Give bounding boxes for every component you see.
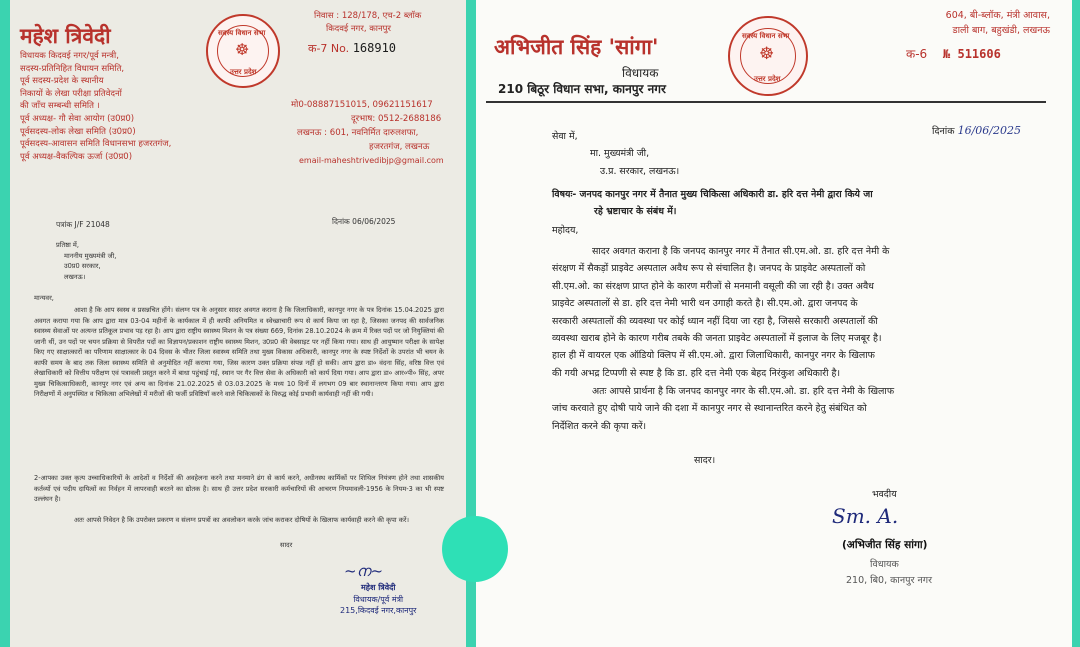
left-phone: दूरभाष: 0512-2688186 [351,114,442,124]
left-sender-name: महेश त्रिवेदी [20,24,111,48]
body-line: संरक्षण में सैकड़ों प्राइवेट अस्पताल अवैध रूप से संचालित है। जनपद के प्राइवेट अस्पतालों को [552,263,866,275]
residence-line: किदवई नगर, कानपुर [326,23,391,34]
right-serial [906,45,1001,62]
teal-dot-marker [442,516,508,582]
addressee-line: सेवा में, [552,131,578,142]
left-mobile: मो0-08887151015, 09621151617 [291,100,433,110]
right-signature-title: विधायक [870,559,899,570]
designation-line: पूर्वसदस्य-आवासन समिति विधानसभा हजरतगंज, [20,139,172,150]
body-line: जांच करवाते हुए दोषी पाये जाने की दशा में कानपुर नगर से स्थानान्तरित करने हेतु संबंधित को [552,403,867,415]
left-serial-number: 168910 [352,41,397,55]
left-body-paragraph-2: 2-आपका उक्त कृत्य उच्चाधिकारियों के आदेशों व निर्देशों की अवहेलना करने तथा मनमाने ढंग से कार्य करने, अधीनस्थ कार्मिकों पर शिथिल नियंत्रण होने तथा शासकीय कर्तव्यों एवं पदीय दायित्वों का निर्वहन में लापरवाही बरतने का द्योतक है। साथ ही उत्तर प्रदेश सरकारी कर्मचारियों की आचरण नियमावली-1956 के नियम-3 का भी स्पष्ट उल्लंघन है। [34,474,444,503]
left-seal-bottom-text: उत्तर प्रदेश [230,68,257,76]
left-signature-mark-icon: ~ന~ [344,562,384,580]
right-seal-text: सदस्य विधान सभा [742,32,790,40]
addressee-line: उ.प्र. सरकार, लखनऊ। [600,165,680,177]
left-residence [314,10,421,35]
left-letter [10,0,466,647]
right-letter [476,0,1072,647]
frame-strip-right [1072,0,1080,647]
left-seal [206,14,280,88]
body-line: अतः आपसे प्रार्थना है कि जनपद कानपुर नगर के सी.एम.ओ. डा. हरि दत्त नेमी के खिलाफ [592,386,895,397]
right-body-paragraph-2 [552,383,894,435]
left-signature-name: महेश त्रिवेदी [360,583,396,592]
right-regards: भवदीय [872,489,897,500]
body-line: निर्देशित करने की कृपा करें। [552,420,647,432]
body-line: सादर अवगत कराना है कि जनपद कानपुर नगर में तैनात सी.एम.ओ. डा. हरि दत्त नेमी के [592,246,890,257]
right-serial-label: क-6 [906,47,928,61]
left-body-paragraph-3: अतः आपसे निवेदन है कि उपरोक्त प्रकरण व संलग्न प्रपत्रों का अवलोकन करके जांच कराकर दोषियों के खिलाफ कार्यवाही करने की कृपा करें। [74,516,409,524]
right-closing: सादर। [694,455,716,466]
left-contact [291,98,444,168]
designation-line: की जाँच सम्बन्धी समिति । [20,101,100,112]
lion-capital-emblem-icon: ☸ [759,44,775,64]
right-sender-title: विधायक [622,66,659,80]
residence-line: निवास : 128/178, एच-2 ब्लॉक [314,11,422,21]
body-line: की गयी अभद्र टिप्पणी से स्पष्ट है कि डा. हरि दत्त नेमी एक बेहद निरंकुश अधिकारी है। [552,367,841,379]
designation-line: पूर्वसदस्य-लोक लेखा समिति (उ0प्र0) [20,126,136,137]
left-body-paragraph-1: आशा है कि आप स्वस्थ व प्रसन्नचित होंगे। संलग्न पत्र के अनुसार सादर अवगत कराना है कि जिलाधिकारी, कानपुर नगर के पत्र दिनांक 15.04.2025 द्वारा अवगत कराया गया कि आप द्वारा मात्र 03-04 महीनों के कार्यकाल में ही काफी अनियमित व स्वेच्छाचारी रूप से कार्य किया जा रहा है, जिसका जनपद की सार्वजनिक स्वास्थ्य सेवाओं पर अत्यन्त प्रतिकूल प्रभाव पड़ रहा है। आप द्वारा राष्ट्रीय स्वास्थ्य मिशन के पत्र संख्या 669, दिनांक 28.10.2024 के क्रम में रिक्त पदों पर जो नियुक्तियां की जानी थीं, उन पदों पर चयन प्रक्रिया से विपरीत पदों का विज्ञापन/प्रकाशन राष्ट्रीय स्वास्थ्य मिशन, उ0प्र0 की वेबसाइट पर नहीं किया गया। साथ ही आयुष्मान परीक्षा के सापेक्ष किए गए साक्षात्कारों का परिणाम साक्षात्कार के 04 दिवस के भीतर जिला स्वास्थ्य समिति तथा मुख्य विकास अधिकारी, कानपुर नगर के स्पष्ट निर्देशों के उपरांत भी चयन के काफी समय के बाद तक जिला स्वास्थ्य समिति से अनुमोदित नहीं कराया गया, जिस कारण उक्त प्रक्रिया संपन्न नहीं हो सकी। आप द्वारा डा० वंदना सिंह, वरिष्ठ वित्त एवं लेखाधिकारी को वित्तीय परीक्षण एवं पत्रावली प्रस्तुत करने में बाधा पहुंचाई गई, स्थान पर गैर वित्त सेवा के अधिकारी को कार्य दिया गया। आप द्वारा डा० आर०पी० सिंह, अपर मुख्य चिकित्साधिकारी, कानपुर नगर एवं अन्य का दिनांक 21.02.2025 से 03.03.2025 के मध्य 10 दिनों में लगभग 09 बार स्थानान्तरण किया गया। आप द्वारा निरीक्षणों में अनुपस्थित व चिकित्सा अभिलेखों में मरीजों की फर्जी प्रविष्टियाँ करने वाले चिकित्सकों के विरुद्ध कोई प्रभावी कार्यवाही नहीं की गयी। [34,306,444,398]
left-serial-label: क-7 No. [308,42,350,55]
right-date-value: 16/06/2025 [957,124,1021,137]
right-date-label: दिनांक [932,126,955,137]
lion-capital-emblem-icon: ☸ [235,40,250,59]
right-header-divider [486,101,1046,103]
body-line: प्राइवेट अस्पतालों से डा. हरि दत्त नेमी भारी धन उगाही करते है। सी.एम.ओ. द्वारा जनपद के [552,298,858,310]
designation-line: विधायक किदवई नगर/पूर्व मन्त्री, [20,51,119,61]
left-salutation: मान्यवर, [34,294,54,302]
addressee-line: मा. मुख्यमंत्री जी, [590,148,650,160]
right-seal [728,16,808,96]
left-lucknow-address: हजरतगंज, लखनऊ [369,142,430,152]
right-signature-scrawl: Sm. A. [832,504,899,528]
right-subject-line-2: रहे भ्रष्टाचार के संबंध में। [594,206,677,217]
left-closing: सादर [280,541,293,549]
designation-line: सदस्य-प्रतिनिहित विधायन समिति, [20,63,125,74]
addressee-line: उ0प्र0 सरकार, [64,262,101,270]
left-addressee [56,240,116,282]
left-signature-stamp [340,582,416,617]
right-constituency: 210 बिठूर विधान सभा, कानपुर नगर [498,82,666,96]
designation-line: पूर्व अध्यक्ष- गौ सेवा आयोग (उ0प्र0) [20,113,135,124]
designation-line: पूर्व सदस्य-प्रदेश के स्थानीय [20,76,104,87]
right-address-line: डाली बाग, बहुखंडी, लखनऊ [952,25,1050,36]
left-signature-address: 215,किदवई नगर,कानपुर [340,606,417,615]
right-address [902,8,1050,38]
right-salutation: महोदय, [552,225,579,236]
left-serial [308,41,396,56]
right-signature-name: (अभिजीत सिंह सांगा) [842,539,928,551]
right-sender-name: अभिजीत सिंह 'सांगा' [494,35,659,59]
body-line: व्यवस्था खराब होने के कारण गरीब तबके की जनता प्राइवेट अस्पतालों में इलाज के लिए मजबूर है। [552,333,882,345]
left-date: दिनांक 06/06/2025 [332,217,396,226]
left-designations [20,50,171,163]
left-signature-title: विधायक/पूर्व मंत्री [353,594,404,604]
addressee-line: माननीय मुख्यमंत्री जी, [64,251,117,260]
right-serial-number: № 511606 [943,47,1001,61]
right-addressee [552,128,679,180]
right-subject-line-1: विषयः- जनपद कानपुर नगर में तैनात मुख्य चिकित्सा अधिकारी डा. हरि दत्त नेमी द्वारा किये जा [552,189,873,200]
right-date [932,124,1021,137]
designation-line: निकायों के लेखा परीक्षा प्रतिवेदनों [20,88,122,99]
addressee-line: प्रतिष्ठा में, [56,241,79,249]
left-lucknow-address: लखनऊ : 601, नवनिर्मित दारुलशफा, [297,128,419,138]
body-line: सी.एम.ओ. का संरक्षण प्राप्त होने के कारण मरीजों से मनमानी वसूली की जा रही है। उक्त अवैध [552,280,874,292]
right-signature-place: 210, बि0, कानपुर नगर [846,575,932,586]
left-seal-text: सदस्य विधान सभा [218,29,266,37]
body-line: हाल ही में वायरल एक ऑडियो क्लिप में सी.एम.ओ. द्वारा जिलाधिकारी, कानपुर नगर के खिलाफ [552,350,875,362]
right-body-paragraph-1 [552,243,889,382]
left-ref-number: पत्रांक J/F 21048 [56,220,110,229]
body-line: सरकारी अस्पतालों की व्यवस्था पर कोई ध्यान नहीं दिया जा रहा है, जिससे सरकारी अस्पतालों की [552,315,878,327]
right-seal-bottom-text: उत्तर प्रदेश [754,75,781,83]
addressee-line: लखनऊ। [64,272,86,281]
frame-strip-left [0,0,10,647]
right-address-line: 604, बी-ब्लॉक, मंत्री आवास, [945,10,1050,21]
left-email: email-maheshtrivedibjp@gmail.com [299,156,444,165]
designation-line: पूर्व अध्यक्ष-वैकल्पिक ऊर्जा (उ0प्र0) [20,151,133,162]
